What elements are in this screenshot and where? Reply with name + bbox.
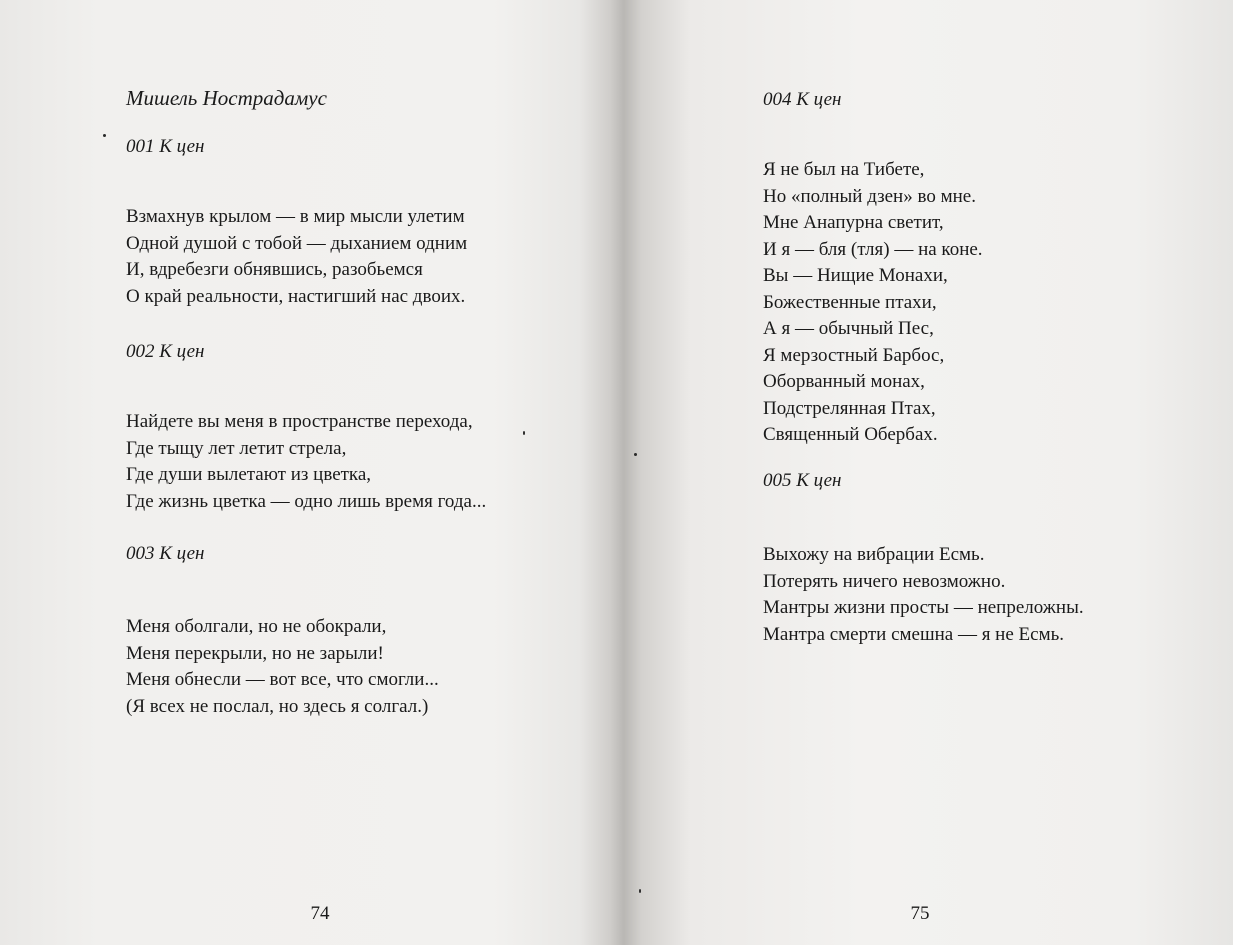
- poem-line: Где тыщу лет летит стрела,: [126, 437, 347, 459]
- ink-speck: [103, 134, 106, 137]
- poem-line: И, вдребезги обнявшись, разобьемся: [126, 259, 423, 280]
- poem-title-003: 003 К цен: [126, 543, 205, 564]
- poem-line: О край реальности, настигший нас двоих.: [126, 285, 466, 307]
- poem-line: А я — обычный Пес,: [763, 318, 934, 339]
- poem-line: Меня обнесли — вот все, что смогли...: [126, 669, 439, 690]
- poem-body-004: [763, 157, 983, 449]
- poem-line: Подстрелянная Птах,: [763, 397, 936, 419]
- poem-line: И я — бля (тля) — на коне.: [763, 238, 983, 260]
- poem-line: Оборванный монах,: [763, 371, 925, 392]
- poem-body-003: [126, 614, 439, 720]
- page-number: 75: [910, 903, 930, 924]
- poem-line: Я мерзостный Барбос,: [763, 344, 945, 366]
- poem-line: Найдете вы меня в пространстве перехода,: [126, 411, 473, 432]
- poem-line: (Я всех не послал, но здесь я солгал.): [126, 695, 429, 717]
- running-head: Мишель Нострадамус: [126, 86, 327, 110]
- poem-line: Священный Обербах.: [763, 424, 938, 445]
- poem-body-005: [763, 542, 1084, 648]
- poem-line: Выхожу на вибрации Есмь.: [763, 544, 985, 565]
- poem-title-004: 004 К цен: [763, 89, 842, 110]
- poem-body-002: [126, 409, 486, 515]
- poem-line: Мне Анапурна светит,: [763, 212, 944, 233]
- poem-line: Потерять ничего невозможно.: [763, 570, 1006, 592]
- poem-line: Одной душой с тобой — дыханием одним: [126, 232, 468, 254]
- poem-line: Где души вылетают из цветка,: [126, 464, 372, 485]
- page-number: 74: [310, 903, 330, 924]
- poem-line: Меня перекрыли, но не зарыли!: [126, 642, 384, 664]
- poem-line: Я не был на Тибете,: [763, 159, 925, 180]
- poem-body-001: [126, 204, 467, 310]
- poem-line: Взмахнув крылом — в мир мысли улетим: [126, 206, 465, 227]
- poem-line: Меня оболгали, но не обокрали,: [126, 616, 387, 637]
- poem-line: Но «полный дзен» во мне.: [763, 185, 976, 207]
- ink-speck: [639, 889, 641, 893]
- poem-line: Где жизнь цветка — одно лишь время года...: [126, 490, 487, 512]
- right-page: [617, 0, 1233, 945]
- poem-title-001: 001 К цен: [126, 136, 205, 157]
- poem-title-002: 002 К цен: [126, 341, 205, 362]
- poem-line: Мантра смерти смешна — я не Есмь.: [763, 623, 1065, 645]
- poem-line: Мантры жизни просты — непреложны.: [763, 597, 1084, 618]
- poem-title-005: 005 К цен: [763, 470, 842, 491]
- ink-speck: [523, 431, 525, 435]
- ink-speck: [634, 453, 637, 456]
- poem-line: Вы — Нищие Монахи,: [763, 265, 948, 286]
- poem-line: Божественные птахи,: [763, 291, 937, 313]
